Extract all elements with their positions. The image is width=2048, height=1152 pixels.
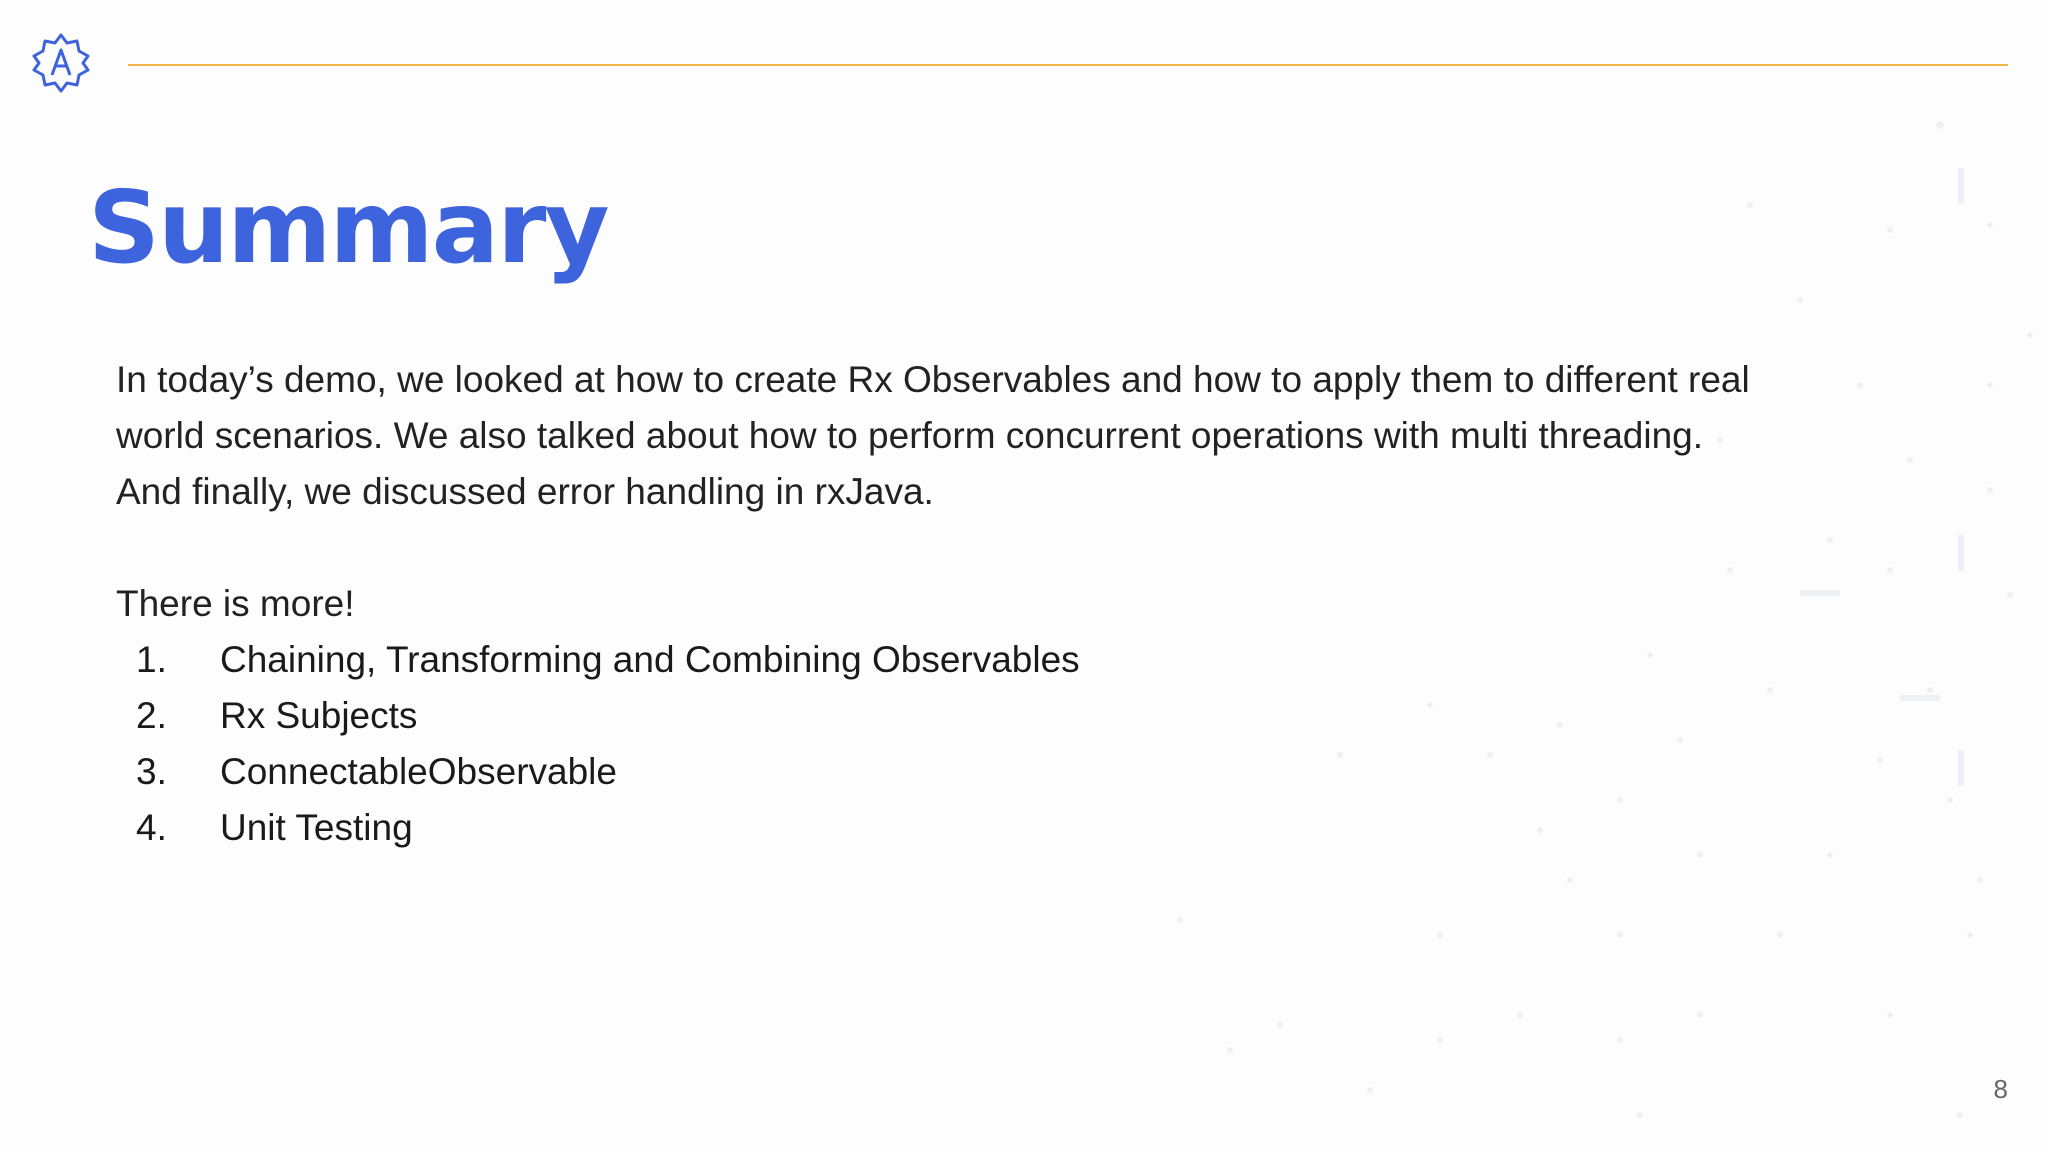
list-item-text: Rx Subjects <box>220 695 418 736</box>
page-number: 8 <box>1993 1074 2008 1104</box>
list-item-number: 2. <box>136 695 167 736</box>
header-divider <box>128 64 2008 66</box>
list-item-text: ConnectableObservable <box>220 751 617 792</box>
list-item-text: Chaining, Transforming and Combining Observables <box>220 639 1080 680</box>
list-item <box>116 800 1080 856</box>
list-item-number: 1. <box>136 639 167 680</box>
list-item-number: 4. <box>136 807 167 848</box>
summary-paragraph: In today’s demo, we looked at how to create Rx Observables and how to apply them to different real world scenarios. We also talked about how to perform concurrent operations with multi threading. And finally, we discussed error handling in rxJava. <box>116 359 1750 512</box>
topics-list <box>116 632 1080 856</box>
list-item <box>116 744 1080 800</box>
list-item-text: Unit Testing <box>220 807 413 848</box>
slide-title: Summary <box>88 169 608 286</box>
list-item <box>116 632 1080 688</box>
list-item <box>116 688 1080 744</box>
more-heading: There is more! <box>116 583 355 624</box>
star-badge-a-icon <box>30 32 92 94</box>
list-item-number: 3. <box>136 751 167 792</box>
